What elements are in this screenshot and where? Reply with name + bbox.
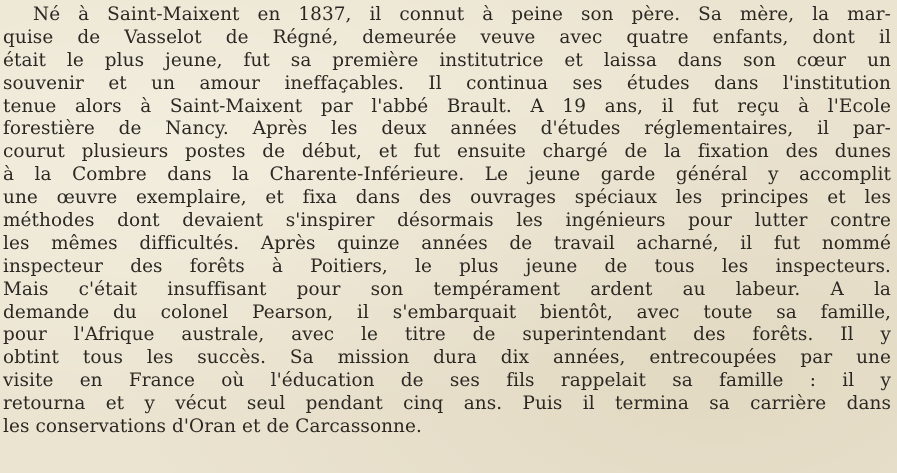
text-line: les conservations d'Oran et de Carcassonne. [3, 416, 422, 438]
biography-paragraph [0, 4, 897, 439]
text-line: les mêmes difficultés. Après quinze années de travail acharné, il fut nommé [3, 232, 891, 254]
text-line: souvenir et un amour ineffaçables. Il continua ses études dans l'institution [3, 72, 891, 94]
text-line: Né à Saint-Maixent en 1837, il connut à peine son père. Sa mère, la mar- [33, 4, 891, 25]
text-line: tenue alors à Saint-Maixent par l'abbé Brault. A 19 ans, il fut reçu à l'Ecole [3, 95, 891, 117]
text-line: pour l'Afrique australe, avec le titre de superintendant des forêts. Il y [3, 324, 891, 346]
text-line: visite en France où l'éducation de ses fils rappelait sa famille : il y [3, 370, 891, 392]
text-line: à la Combre dans la Charente-Inférieure. Le jeune garde général y accomplit [3, 164, 891, 186]
text-line: retourna et y vécut seul pendant cinq ans. Puis il termina sa carrière dans [3, 393, 891, 415]
text-line: courut plusieurs postes de début, et fut ensuite chargé de la fixation des dunes [3, 141, 891, 163]
text-line: inspecteur des forêts à Poitiers, le plus jeune de tous les inspecteurs. [3, 255, 891, 277]
text-line: une œuvre exemplaire, et fixa dans des ouvrages spéciaux les principes et les [3, 187, 891, 209]
text-line: Mais c'était insuffisant pour son tempérament ardent au labeur. A la [3, 278, 891, 300]
text-line: demande du colonel Pearson, il s'embarquait bientôt, avec toute sa famille, [3, 301, 891, 323]
text-line: méthodes dont devaient s'inspirer désormais les ingénieurs pour lutter contre [3, 210, 891, 232]
text-line: forestière de Nancy. Après les deux années d'études réglementaires, il par- [3, 118, 891, 140]
text-line: était le plus jeune, fut sa première institutrice et laissa dans son cœur un [3, 49, 891, 71]
text-line: obtint tous les succès. Sa mission dura dix années, entrecoupées par une [3, 347, 891, 369]
text-line: quise de Vasselot de Régné, demeurée veuve avec quatre enfants, dont il [3, 26, 891, 48]
